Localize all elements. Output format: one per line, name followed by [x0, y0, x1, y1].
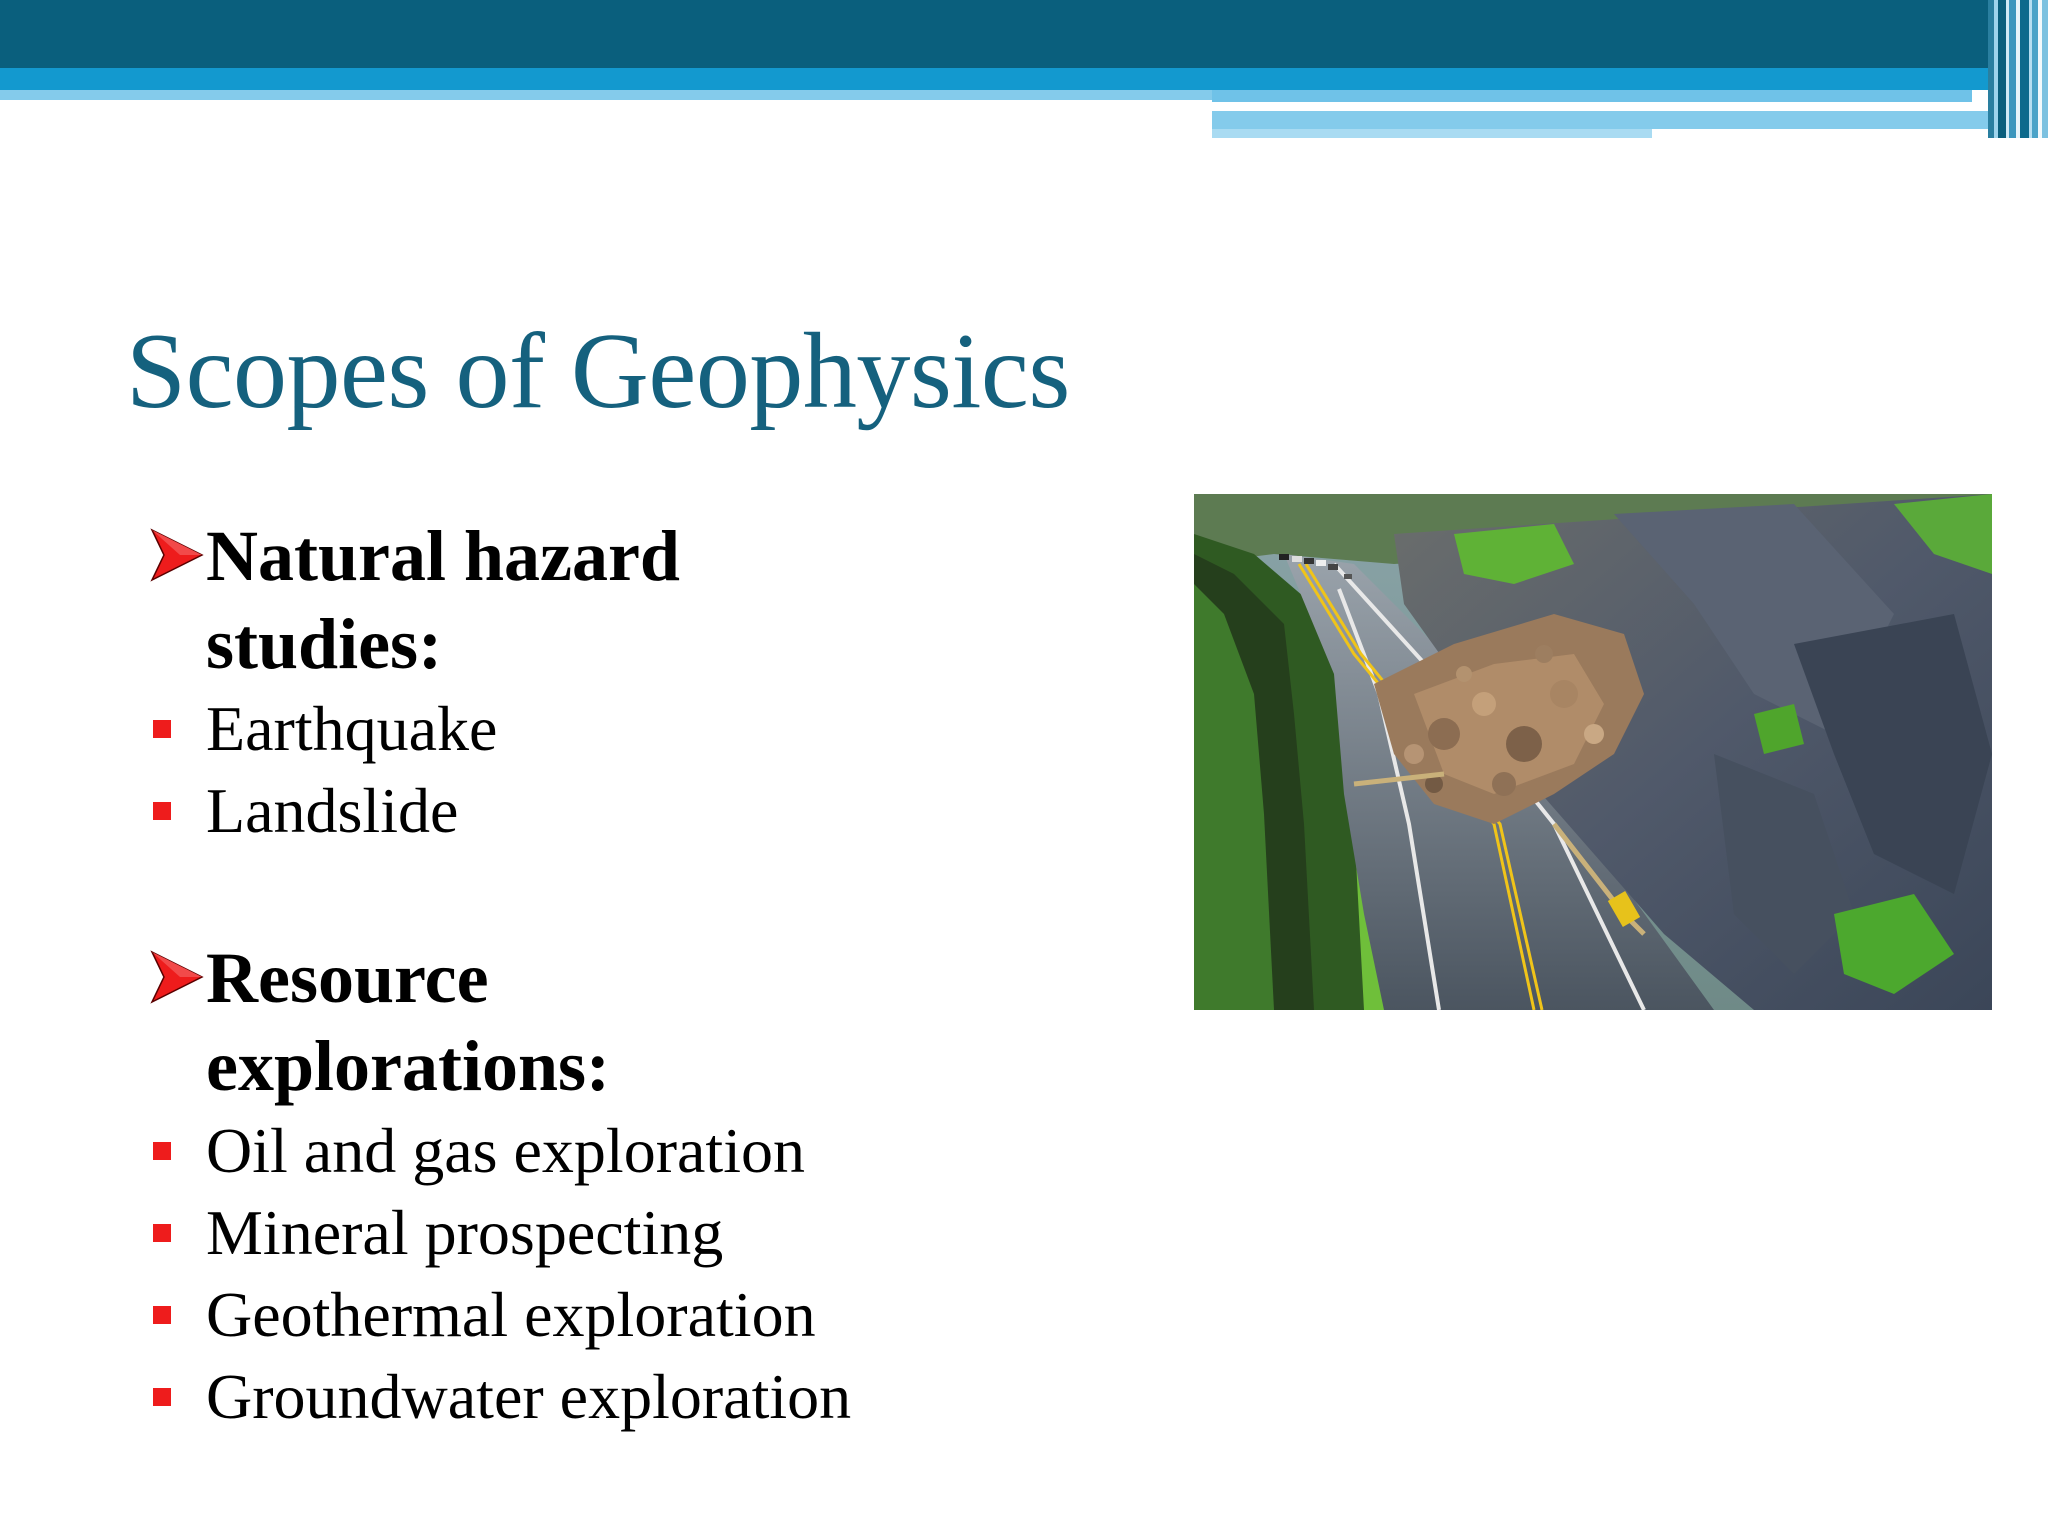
square-bullet-icon — [153, 802, 171, 820]
header-stripes — [1988, 0, 2048, 138]
landslide-photo-illustration — [1194, 494, 1992, 1010]
section-heading — [150, 934, 1150, 1110]
section-heading-line1: Resource — [206, 938, 489, 1018]
list-item — [150, 770, 1150, 852]
section-items — [150, 688, 1150, 852]
arrowhead-icon — [150, 528, 204, 582]
header-band-right-2 — [1212, 102, 1974, 111]
list-item — [150, 1192, 1150, 1274]
section-spacer — [150, 852, 1150, 934]
list-item-label: Mineral prospecting — [206, 1197, 724, 1268]
list-item — [150, 1274, 1150, 1356]
list-item-label: Geothermal exploration — [206, 1279, 816, 1350]
list-item-label: Oil and gas exploration — [206, 1115, 805, 1186]
section-heading-line2: studies: — [206, 604, 443, 684]
list-item — [150, 1356, 1150, 1438]
header-band-light — [0, 90, 1212, 100]
section-natural-hazard — [150, 512, 1150, 852]
list-item-label: Earthquake — [206, 693, 498, 764]
landslide-photo — [1194, 494, 1992, 1010]
square-bullet-icon — [153, 720, 171, 738]
header-band-right-3 — [1212, 111, 2048, 129]
list-item — [150, 688, 1150, 770]
header-band-right-5 — [1652, 129, 2002, 138]
section-heading-line1: Natural hazard — [206, 516, 680, 596]
section-heading-line2: explorations: — [206, 1026, 610, 1106]
square-bullet-icon — [153, 1306, 171, 1324]
section-items — [150, 1110, 1150, 1438]
section-resource-explorations — [150, 934, 1150, 1438]
slide-title: Scopes of Geophysics — [126, 312, 1070, 431]
header-band-right-4 — [1212, 129, 1652, 138]
section-heading — [150, 512, 1150, 688]
square-bullet-icon — [153, 1142, 171, 1160]
square-bullet-icon — [153, 1388, 171, 1406]
header-band-mid — [0, 68, 2048, 90]
arrowhead-icon — [150, 950, 204, 1004]
list-item — [150, 1110, 1150, 1192]
list-item-label: Groundwater exploration — [206, 1361, 852, 1432]
header-band-right-1 — [1212, 90, 1972, 102]
square-bullet-icon — [153, 1224, 171, 1242]
list-item-label: Landslide — [206, 775, 459, 846]
header-band-dark — [0, 0, 2048, 68]
content-list — [150, 512, 1150, 1438]
